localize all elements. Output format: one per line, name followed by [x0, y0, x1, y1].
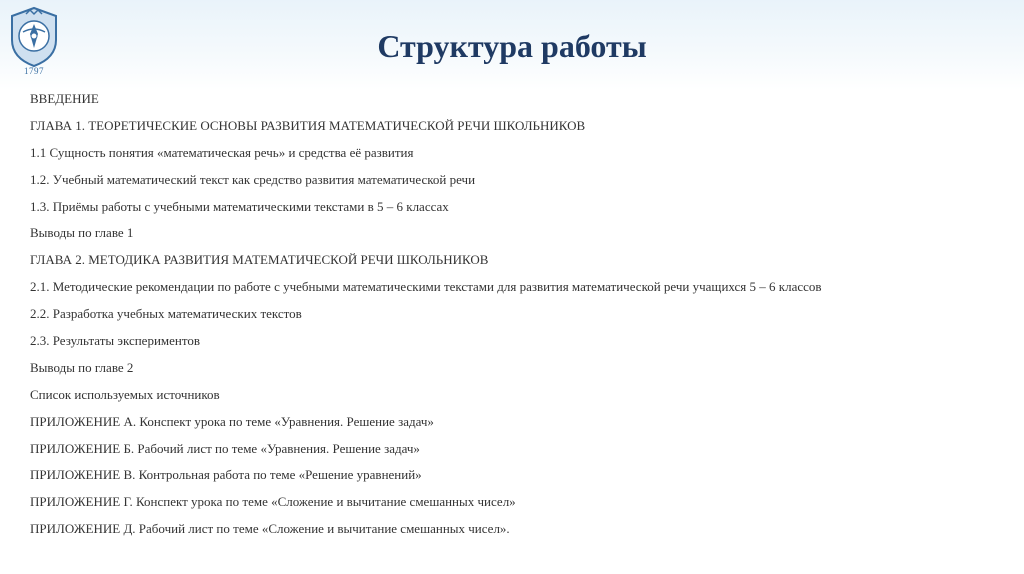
table-of-contents — [30, 86, 1010, 543]
contents-item: ПРИЛОЖЕНИЕ Б. Рабочий лист по теме «Уравнения. Решение задач» — [30, 440, 420, 456]
contents-item: ПРИЛОЖЕНИЕ А. Конспект урока по теме «Уравнения. Решение задач» — [30, 413, 434, 429]
contents-item: 1.2. Учебный математический текст как средство развития математической речи — [30, 171, 476, 187]
page-title: Структура работы — [377, 28, 647, 64]
contents-item: 2.2. Разработка учебных математических текстов — [30, 306, 302, 322]
contents-item: ПРИЛОЖЕНИЕ В. Контрольная работа по теме «Решение уравнений» — [30, 467, 422, 483]
contents-item: ВВЕДЕНИЕ — [30, 91, 99, 106]
contents-item: ПРИЛОЖЕНИЕ Д. Рабочий лист по теме «Сложение и вычитание смешанных чисел». — [30, 521, 510, 537]
contents-item: ГЛАВА 1. ТЕОРЕТИЧЕСКИЕ ОСНОВЫ РАЗВИТИЯ МАТЕМАТИЧЕСКОЙ РЕЧИ ШКОЛЬНИКОВ — [30, 117, 586, 133]
contents-item: ПРИЛОЖЕНИЕ Г. Конспект урока по теме «Сложение и вычитание смешанных чисел» — [30, 494, 516, 510]
contents-item: ГЛАВА 2. МЕТОДИКА РАЗВИТИЯ МАТЕМАТИЧЕСКОЙ РЕЧИ ШКОЛЬНИКОВ — [30, 252, 489, 268]
contents-item: 1.3. Приёмы работы с учебными математическими текстами в 5 – 6 классах — [30, 198, 449, 214]
contents-item: 1.1 Сущность понятия «математическая речь» и средства её развития — [30, 144, 414, 160]
contents-item: Список используемых источников — [30, 386, 220, 402]
contents-item: Выводы по главе 2 — [30, 359, 134, 375]
contents-item: 2.3. Результаты экспериментов — [30, 333, 201, 349]
contents-item: Выводы по главе 1 — [30, 225, 134, 241]
logo-year: 1797 — [24, 66, 44, 76]
contents-item: 2.1. Методические рекомендации по работе с учебными математическими текстами для развития математической речи учащихся 5 – 6 классов — [30, 279, 822, 295]
